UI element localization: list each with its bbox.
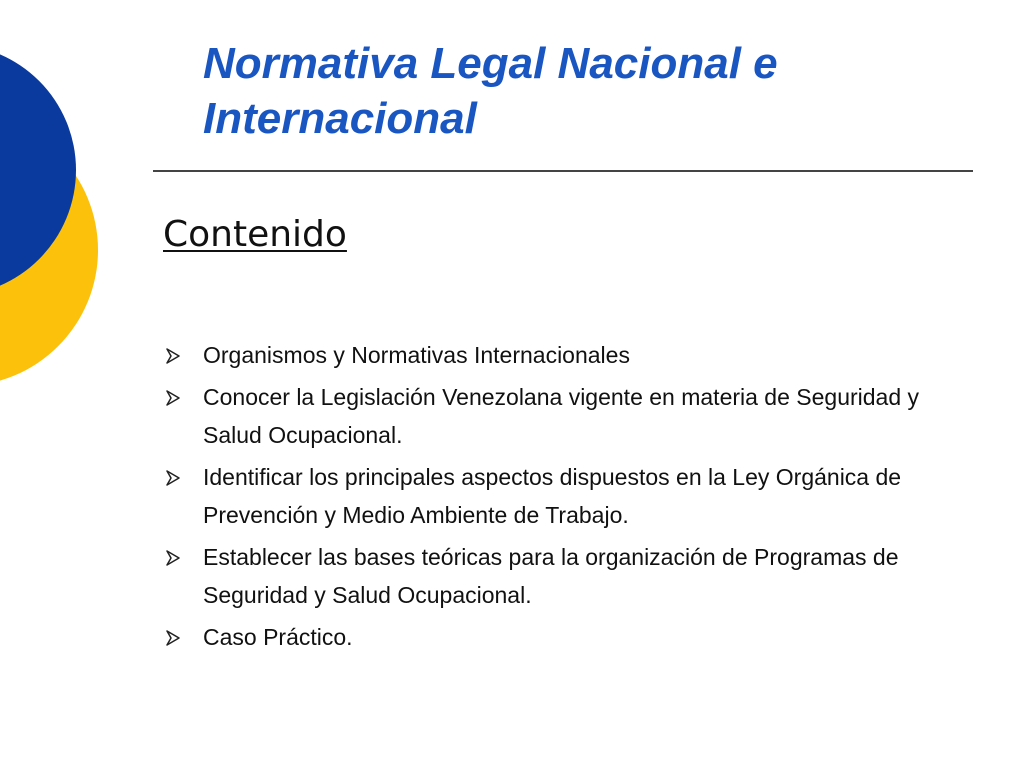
arrow-bullet-icon: [165, 470, 181, 486]
bullet-list: [163, 336, 963, 660]
arrow-bullet-icon: [165, 630, 181, 646]
section-heading: Contenido: [163, 214, 347, 255]
list-item-text: Establecer las bases teóricas para la organización de Programas de Seguridad y Salud Ocupacional.: [203, 544, 899, 608]
list-item: [163, 336, 963, 374]
list-item: [163, 378, 963, 454]
arrow-bullet-icon: [165, 390, 181, 406]
title-divider: [153, 170, 973, 172]
list-item-text: Identificar los principales aspectos dispuestos en la Ley Orgánica de Prevención y Medio Ambiente de Trabajo.: [203, 464, 902, 528]
arrow-bullet-icon: [165, 348, 181, 364]
list-item-text: Caso Práctico.: [203, 624, 353, 650]
list-item: [163, 458, 963, 534]
slide-title: [203, 36, 983, 146]
title-line-2: Internacional: [203, 94, 477, 143]
arrow-bullet-icon: [165, 550, 181, 566]
list-item-text: Conocer la Legislación Venezolana vigente en materia de Seguridad y Salud Ocupacional.: [203, 384, 920, 448]
list-item-text: Organismos y Normativas Internacionales: [203, 342, 630, 368]
decorative-circles: [0, 0, 110, 420]
list-item: [163, 538, 963, 614]
title-line-1: Normativa Legal Nacional e: [203, 39, 778, 88]
list-item: [163, 618, 963, 656]
